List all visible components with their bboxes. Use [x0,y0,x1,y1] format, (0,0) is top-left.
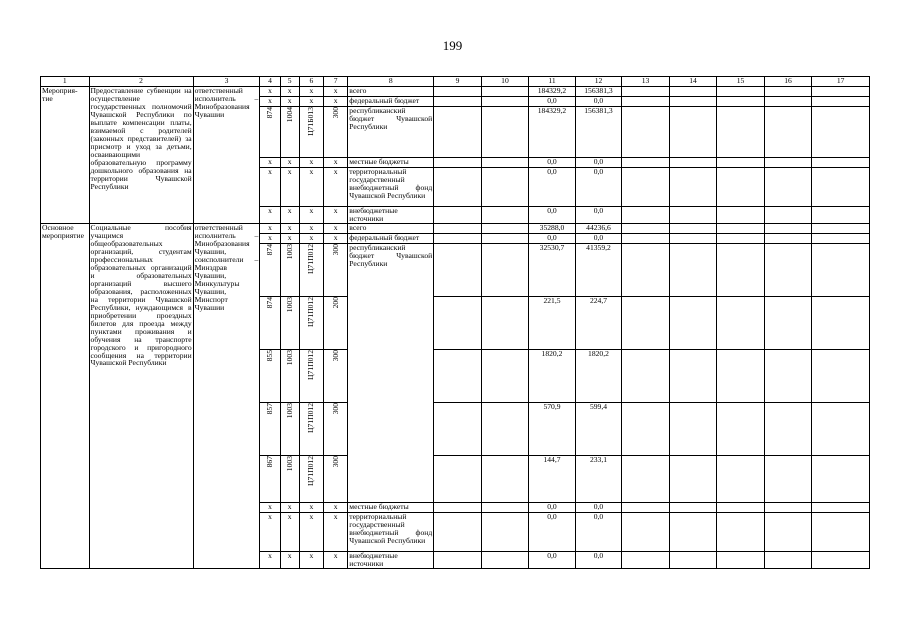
empty-cell [812,350,870,403]
value-cell: 0,0 [575,207,622,224]
empty-cell [812,158,870,168]
responsible-cell: ответственный исполнитель – Минобразования Чувашии [193,87,260,224]
empty-cell [481,350,529,403]
empty-cell [764,513,812,552]
code-cell [299,350,323,403]
code-cell: x [299,207,323,224]
code-cell: x [299,168,323,207]
code-cell: x [260,168,280,207]
empty-cell [717,87,765,97]
code-cell [280,350,299,403]
value-cell: 0,0 [575,97,622,107]
funding-source-cell: местные бюджеты [348,158,434,168]
empty-cell [764,350,812,403]
empty-cell [764,97,812,107]
funding-source-cell: федеральный бюджет [348,97,434,107]
empty-cell [669,513,717,552]
empty-cell [717,224,765,234]
code-cell [299,244,323,297]
code-value: 857 [264,403,274,415]
code-value: 1003 [284,297,294,313]
code-cell: x [324,503,348,513]
header-cell: 5 [280,77,299,87]
header-cell: 14 [669,77,717,87]
code-cell [260,297,280,350]
code-value: 1003 [284,403,294,419]
empty-cell [812,503,870,513]
code-value: Ц71П012 [306,350,316,380]
header-cell: 15 [717,77,765,87]
empty-cell [764,244,812,297]
funding-source-cell: всего [348,87,434,97]
value-cell: 1820,2 [529,350,576,403]
empty-cell [481,234,529,244]
empty-cell [481,403,529,456]
empty-cell [764,234,812,244]
empty-cell [622,97,670,107]
empty-cell [812,97,870,107]
value-cell: 224,7 [575,297,622,350]
empty-cell [717,513,765,552]
value-cell: 156381,3 [575,87,622,97]
code-cell: x [260,158,280,168]
empty-cell [669,168,717,207]
empty-cell [622,297,670,350]
table-row [41,87,870,97]
event-name-cell: Социальные пособия учащимся общеобразовательных организаций, студентам профессиональных образовательных организаций и образовательных организаций высшего образования, расположенных на территории Чувашской Республики, нуждающимся в приобретении проездных билетов для проезда между пунктами проживания и обучения на транспорте городского и пригородного сообщения на территории Чувашской Республики [89,224,193,569]
empty-cell [622,350,670,403]
code-value: Ц71П012 [306,456,316,486]
value-cell: 0,0 [529,207,576,224]
empty-cell [434,513,482,552]
value-cell: 0,0 [575,513,622,552]
empty-cell [669,97,717,107]
code-value: 300 [330,456,340,468]
value-cell: 0,0 [529,234,576,244]
code-value: Ц71П012 [306,297,316,327]
code-cell: x [324,97,348,107]
empty-cell [622,503,670,513]
code-cell [324,107,348,158]
value-cell: 0,0 [529,552,576,569]
funding-source-cell: местные бюджеты [348,503,434,513]
header-cell: 12 [575,77,622,87]
empty-cell [812,224,870,234]
empty-cell [481,244,529,297]
event-type-cell: Мероприя-тие [41,87,90,224]
empty-cell [717,158,765,168]
code-cell [324,456,348,503]
code-cell [260,107,280,158]
funding-source-cell: внебюджетные источники [348,207,434,224]
value-cell: 0,0 [529,97,576,107]
empty-cell [622,207,670,224]
code-cell: x [324,513,348,552]
header-cell: 8 [348,77,434,87]
value-cell: 0,0 [575,552,622,569]
code-cell [324,350,348,403]
header-cell: 17 [812,77,870,87]
empty-cell [717,234,765,244]
code-value: 200 [330,297,340,309]
code-cell: x [324,234,348,244]
empty-cell [764,207,812,224]
code-cell: x [324,207,348,224]
empty-cell [717,552,765,569]
code-value: 1003 [284,456,294,472]
empty-cell [434,456,482,503]
code-cell: x [280,168,299,207]
code-value: Ц71П012 [306,403,316,433]
code-cell [324,244,348,297]
empty-cell [764,87,812,97]
empty-cell [622,513,670,552]
code-cell: x [324,168,348,207]
code-cell: x [324,552,348,569]
code-cell: x [280,207,299,224]
empty-cell [481,297,529,350]
empty-cell [812,168,870,207]
code-value: 300 [330,244,340,256]
code-cell [280,244,299,297]
code-cell: x [299,158,323,168]
value-cell: 0,0 [575,234,622,244]
empty-cell [669,456,717,503]
code-cell [324,403,348,456]
empty-cell [481,513,529,552]
code-value: 855 [264,350,274,362]
code-cell: x [260,552,280,569]
code-cell: x [324,224,348,234]
empty-cell [669,297,717,350]
empty-cell [669,403,717,456]
header-cell: 7 [324,77,348,87]
code-cell [280,297,299,350]
empty-cell [669,107,717,158]
empty-cell [622,403,670,456]
empty-cell [481,503,529,513]
empty-cell [812,234,870,244]
funding-source-cell: внебюджетные источники [348,552,434,569]
code-cell: x [280,87,299,97]
empty-cell [481,158,529,168]
empty-cell [669,503,717,513]
code-value: 300 [330,403,340,415]
code-cell [299,297,323,350]
value-cell: 144,7 [529,456,576,503]
code-value: Ц71Б013 [306,107,316,136]
code-cell: x [280,158,299,168]
funding-source-cell: республиканский бюджет Чувашской Республики [348,107,434,158]
empty-cell [717,244,765,297]
code-value: 874 [264,297,274,309]
code-cell: x [299,87,323,97]
code-cell: x [299,552,323,569]
empty-cell [764,297,812,350]
value-cell: 0,0 [529,158,576,168]
empty-cell [717,207,765,224]
funding-source-cell: республиканский бюджет Чувашской Республики [348,244,434,503]
value-cell: 599,4 [575,403,622,456]
header-cell: 9 [434,77,482,87]
header-cell: 16 [764,77,812,87]
code-cell [260,456,280,503]
header-cell: 1 [41,77,90,87]
empty-cell [481,168,529,207]
empty-cell [434,297,482,350]
code-cell [260,244,280,297]
empty-cell [717,297,765,350]
empty-cell [812,297,870,350]
empty-cell [812,456,870,503]
header-cell: 13 [622,77,670,87]
budget-table [40,76,870,569]
empty-cell [717,403,765,456]
value-cell: 35288,0 [529,224,576,234]
code-cell: x [260,503,280,513]
empty-cell [717,503,765,513]
code-cell: x [280,224,299,234]
empty-cell [764,224,812,234]
empty-cell [434,350,482,403]
empty-cell [717,350,765,403]
funding-source-cell: территориальный государственный внебюджетный фонд Чувашской Республики [348,513,434,552]
value-cell: 233,1 [575,456,622,503]
empty-cell [622,552,670,569]
value-cell: 221,5 [529,297,576,350]
funding-source-cell: федеральный бюджет [348,234,434,244]
empty-cell [812,513,870,552]
empty-cell [481,97,529,107]
empty-cell [669,207,717,224]
empty-cell [764,168,812,207]
code-cell [299,403,323,456]
empty-cell [622,158,670,168]
empty-cell [764,552,812,569]
empty-cell [481,456,529,503]
code-cell: x [260,224,280,234]
code-value: 300 [330,107,340,119]
empty-cell [481,552,529,569]
empty-cell [434,403,482,456]
code-value: 1003 [284,244,294,260]
header-cell: 11 [529,77,576,87]
empty-cell [812,87,870,97]
header-cell: 6 [299,77,323,87]
empty-cell [622,244,670,297]
empty-cell [669,552,717,569]
code-cell [280,107,299,158]
empty-cell [481,207,529,224]
header-row [41,77,870,87]
empty-cell [812,244,870,297]
empty-cell [434,87,482,97]
code-cell: x [324,87,348,97]
header-cell: 3 [193,77,260,87]
event-name-cell: Предоставление субвенции на осуществление государственных полномочий Чувашской Республики по выплате компенсации платы, взимаемой с родителей (законных представителей) за присмотр и уход за детьми, осваивающими образовательную программу дошкольного образования на территории Чувашской Республики [89,87,193,224]
empty-cell [669,158,717,168]
value-cell: 41359,2 [575,244,622,297]
code-cell: x [280,513,299,552]
code-cell [260,403,280,456]
empty-cell [434,234,482,244]
header-cell: 10 [481,77,529,87]
value-cell: 0,0 [529,503,576,513]
code-cell: x [260,97,280,107]
code-cell: x [299,503,323,513]
responsible-cell: ответственный исполнитель – Минобразования Чувашии, соисполнители – Минздрав Чувашии, Минкультуры Чувашии, Минспорт Чувашии [193,224,260,569]
value-cell: 1820,2 [575,350,622,403]
value-cell: 0,0 [575,503,622,513]
empty-cell [669,244,717,297]
empty-cell [717,107,765,158]
value-cell: 0,0 [575,158,622,168]
empty-cell [434,224,482,234]
empty-cell [434,244,482,297]
value-cell: 0,0 [575,168,622,207]
empty-cell [717,168,765,207]
code-cell: x [280,552,299,569]
empty-cell [434,552,482,569]
code-value: 874 [264,107,274,119]
empty-cell [434,107,482,158]
value-cell: 32530,7 [529,244,576,297]
empty-cell [481,87,529,97]
value-cell: 156381,3 [575,107,622,158]
empty-cell [434,168,482,207]
empty-cell [764,403,812,456]
funding-source-cell: всего [348,224,434,234]
code-cell [280,403,299,456]
empty-cell [481,107,529,158]
empty-cell [622,168,670,207]
code-cell [299,456,323,503]
empty-cell [669,87,717,97]
event-type-cell: Основное мероприятие [41,224,90,569]
empty-cell [622,87,670,97]
empty-cell [622,456,670,503]
value-cell: 570,9 [529,403,576,456]
empty-cell [622,234,670,244]
code-cell [299,107,323,158]
page-number: 199 [442,38,463,53]
empty-cell [764,456,812,503]
empty-cell [812,107,870,158]
code-cell: x [280,234,299,244]
empty-cell [717,456,765,503]
code-value: 1004 [284,107,294,123]
empty-cell [434,503,482,513]
header-cell: 4 [260,77,280,87]
code-value: 874 [264,244,274,256]
code-cell: x [260,207,280,224]
code-value: 300 [330,350,340,362]
code-cell: x [299,97,323,107]
header-cell: 2 [89,77,193,87]
empty-cell [434,207,482,224]
code-value: Ц71П012 [306,244,316,274]
empty-cell [434,158,482,168]
value-cell: 0,0 [529,513,576,552]
empty-cell [812,207,870,224]
code-value: 867 [264,456,274,468]
empty-cell [622,224,670,234]
empty-cell [764,503,812,513]
code-value: 1003 [284,350,294,366]
empty-cell [764,107,812,158]
value-cell: 0,0 [529,168,576,207]
value-cell: 184329,2 [529,87,576,97]
code-cell: x [260,87,280,97]
code-cell: x [280,503,299,513]
empty-cell [481,224,529,234]
code-cell: x [260,234,280,244]
code-cell [280,456,299,503]
empty-cell [812,403,870,456]
code-cell [260,350,280,403]
empty-cell [812,552,870,569]
code-cell: x [280,97,299,107]
code-cell: x [299,224,323,234]
empty-cell [669,350,717,403]
code-cell [324,297,348,350]
table-row [41,224,870,234]
empty-cell [434,97,482,107]
empty-cell [764,158,812,168]
code-cell: x [324,158,348,168]
empty-cell [622,107,670,158]
code-cell: x [260,513,280,552]
code-cell: x [299,234,323,244]
value-cell: 44236,6 [575,224,622,234]
funding-source-cell: территориальный государственный внебюджетный фонд Чувашской Республики [348,168,434,207]
empty-cell [669,224,717,234]
value-cell: 184329,2 [529,107,576,158]
empty-cell [669,234,717,244]
empty-cell [717,97,765,107]
code-cell: x [299,513,323,552]
